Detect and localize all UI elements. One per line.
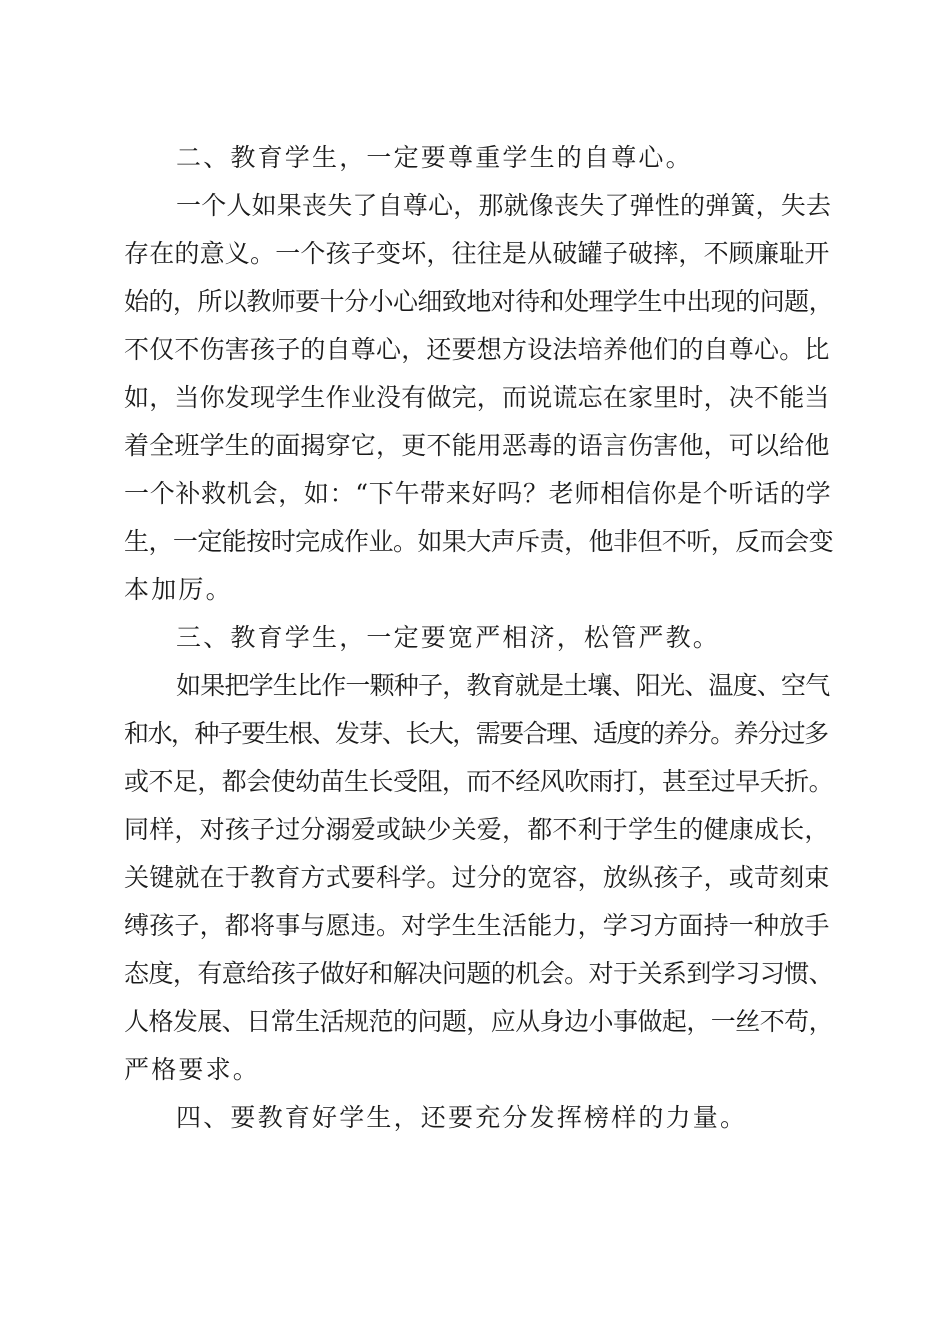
text-line: 如果把学生比作一颗种子，教育就是土壤、阳光、温度、空气: [176, 671, 830, 700]
text-line: 一个人如果丧失了自尊心，那就像丧失了弹性的弹簧，失去: [176, 191, 832, 220]
text-line: 本加厉。: [124, 575, 233, 604]
text-line: 缚孩子，都将事与愿违。对学生生活能力，学习方面持一种放手: [124, 911, 830, 940]
text-line: 不仅不伤害孩子的自尊心，还要想方设法培养他们的自尊心。比: [124, 335, 830, 364]
text-line: 生，一定能按时完成作业。如果大声斥责，他非但不听，反而会变: [124, 527, 834, 556]
text-line: 人格发展、日常生活规范的问题，应从身边小事做起，一丝不苟，: [124, 1007, 834, 1036]
text-line: 如，当你发现学生作业没有做完，而说谎忘在家里时，决不能当: [124, 383, 830, 412]
text-line: 严格要求。: [124, 1055, 261, 1084]
text-line: 着全班学生的面揭穿它，更不能用恶毒的语言伤害他，可以给他: [124, 431, 830, 460]
document-body: [124, 134, 834, 1142]
text-line: 关键就在于教育方式要科学。过分的宽容，放纵孩子，或苛刻束: [124, 863, 830, 892]
text-line: 二、教育学生，一定要尊重学生的自尊心。: [176, 143, 693, 172]
text-line: 四、要教育好学生，还要充分发挥榜样的力量。: [176, 1103, 748, 1132]
text-line: 三、教育学生，一定要宽严相济，松管严教。: [176, 623, 721, 652]
text-line: 始的，所以教师要十分小心细致地对待和处理学生中出现的问题，: [124, 287, 834, 316]
text-line: 和水，种子要生根、发芽、长大，需要合理、适度的养分。养分过多: [124, 719, 828, 748]
text-line: 存在的意义。一个孩子变坏，往往是从破罐子破摔，不顾廉耻开: [124, 239, 830, 268]
text-line: 一个补救机会，如：“下午带来好吗？老师相信你是个听话的学: [124, 479, 832, 508]
text-line: 态度，有意给孩子做好和解决问题的机会。对于关系到学习习惯、: [124, 959, 834, 988]
text-line: 同样，对孩子过分溺爱或缺少关爱，都不利于学生的健康成长，: [124, 815, 830, 844]
text-line: 或不足，都会使幼苗生长受阻，而不经风吹雨打，甚至过早夭折。: [124, 767, 834, 796]
